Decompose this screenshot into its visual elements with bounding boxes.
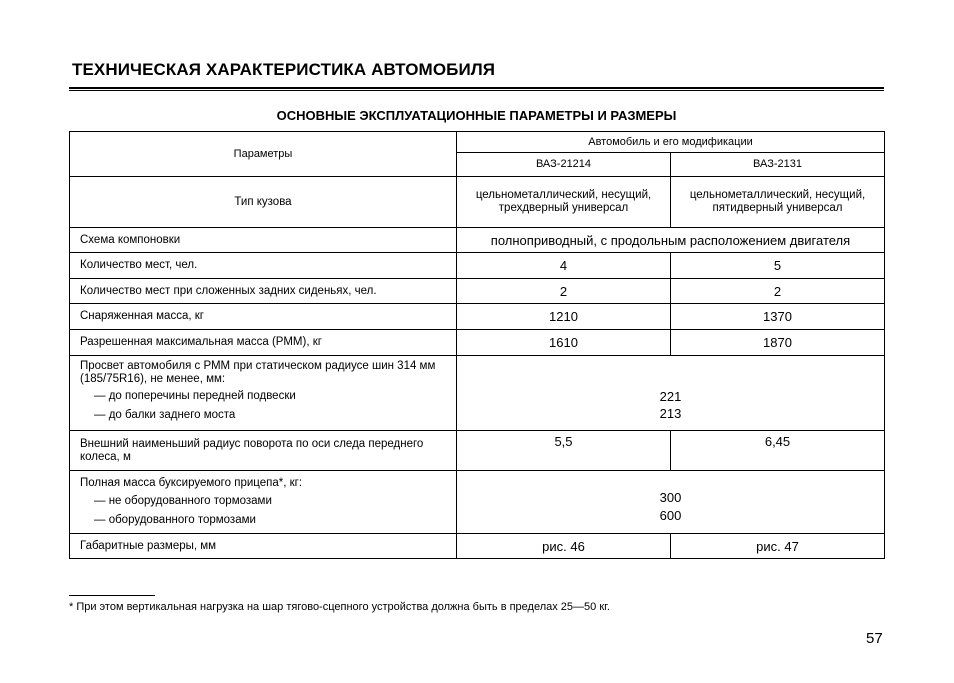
header-params: Параметры	[70, 132, 457, 177]
row-label: Тип кузова	[70, 177, 457, 228]
row-label-block	[70, 356, 457, 431]
cell-model-1: рис. 46	[457, 534, 671, 559]
page-title: ТЕХНИЧЕСКАЯ ХАРАКТЕРИСТИКА АВТОМОБИЛЯ	[72, 60, 496, 79]
row-label: Полная масса буксируемого прицепа*, кг:	[80, 477, 303, 489]
cell-model-1: 5,5	[457, 431, 671, 471]
table-row-turning-radius	[70, 431, 885, 471]
spec-table	[69, 131, 885, 559]
table-header-row	[70, 132, 885, 153]
title-rule	[69, 87, 884, 89]
table-row-max-mass	[70, 330, 885, 356]
row-label: Просвет автомобиля с РММ при статическом радиусе шин 314 мм (185/75R16), не менее, мм:	[80, 360, 436, 385]
cell-model-1: цельнометаллический, несущий, трехдверный универсал	[457, 177, 671, 228]
merged-value: 600	[659, 508, 682, 523]
row-label: Количество мест при сложенных задних сиденьях, чел.	[70, 279, 457, 304]
header-model-1: ВАЗ-21214	[457, 153, 671, 177]
table-row-trailer	[70, 471, 885, 534]
section-title: ОСНОВНЫЕ ЭКСПЛУАТАЦИОННЫЕ ПАРАМЕТРЫ И РАЗМЕРЫ	[276, 108, 677, 123]
row-label: Снаряженная масса, кг	[70, 304, 457, 330]
row-label: Разрешенная максимальная масса (РММ), кг	[70, 330, 457, 356]
footnote: * При этом вертикальная нагрузка на шар тягово-сцепного устройства должна быть в пределах 25—50 кг.	[69, 601, 610, 613]
row-sublabel: — до балки заднего моста	[94, 409, 236, 421]
row-label: Внешний наименьший радиус поворота по оси следа переднего колеса, м	[70, 431, 457, 471]
cell-model-1: 1210	[457, 304, 671, 330]
table-row-body-type	[70, 177, 885, 228]
row-label: Габаритные размеры, мм	[70, 534, 457, 559]
merged-value: 213	[659, 406, 682, 421]
merged-value: 300	[659, 490, 682, 505]
cell-model-2: 1370	[671, 304, 885, 330]
row-label: Количество мест, чел.	[70, 253, 457, 279]
cell-model-2: 5	[671, 253, 885, 279]
table-row-seats	[70, 253, 885, 279]
header-models-group: Автомобиль и его модификации	[457, 132, 885, 153]
cell-merged	[457, 471, 885, 534]
cell-merged	[457, 356, 885, 431]
cell-model-1: 2	[457, 279, 671, 304]
table-row-seats-folded	[70, 279, 885, 304]
row-sublabel: — оборудованного тормозами	[94, 514, 256, 526]
title-rule-thin	[69, 90, 884, 91]
row-sublabel: — не оборудованного тормозами	[94, 495, 272, 507]
table-row-layout	[70, 228, 885, 253]
cell-model-1: 4	[457, 253, 671, 279]
merged-value: 221	[659, 389, 682, 404]
cell-model-2: 2	[671, 279, 885, 304]
row-label-block	[70, 471, 457, 534]
cell-model-2: 6,45	[671, 431, 885, 471]
cell-model-2: 1870	[671, 330, 885, 356]
table-row-clearance	[70, 356, 885, 431]
cell-model-2: цельнометаллический, несущий, пятидверный универсал	[671, 177, 885, 228]
table-row-curb-mass	[70, 304, 885, 330]
table-row-dimensions	[70, 534, 885, 559]
row-label: Схема компоновки	[70, 228, 457, 253]
footnote-rule	[69, 595, 155, 596]
row-sublabel: — до поперечины передней подвески	[94, 390, 296, 402]
header-model-2: ВАЗ-2131	[671, 153, 885, 177]
page-number: 57	[866, 630, 883, 647]
cell-model-2: рис. 47	[671, 534, 885, 559]
cell-merged: полноприводный, с продольным расположением двигателя	[457, 228, 885, 253]
cell-model-1: 1610	[457, 330, 671, 356]
